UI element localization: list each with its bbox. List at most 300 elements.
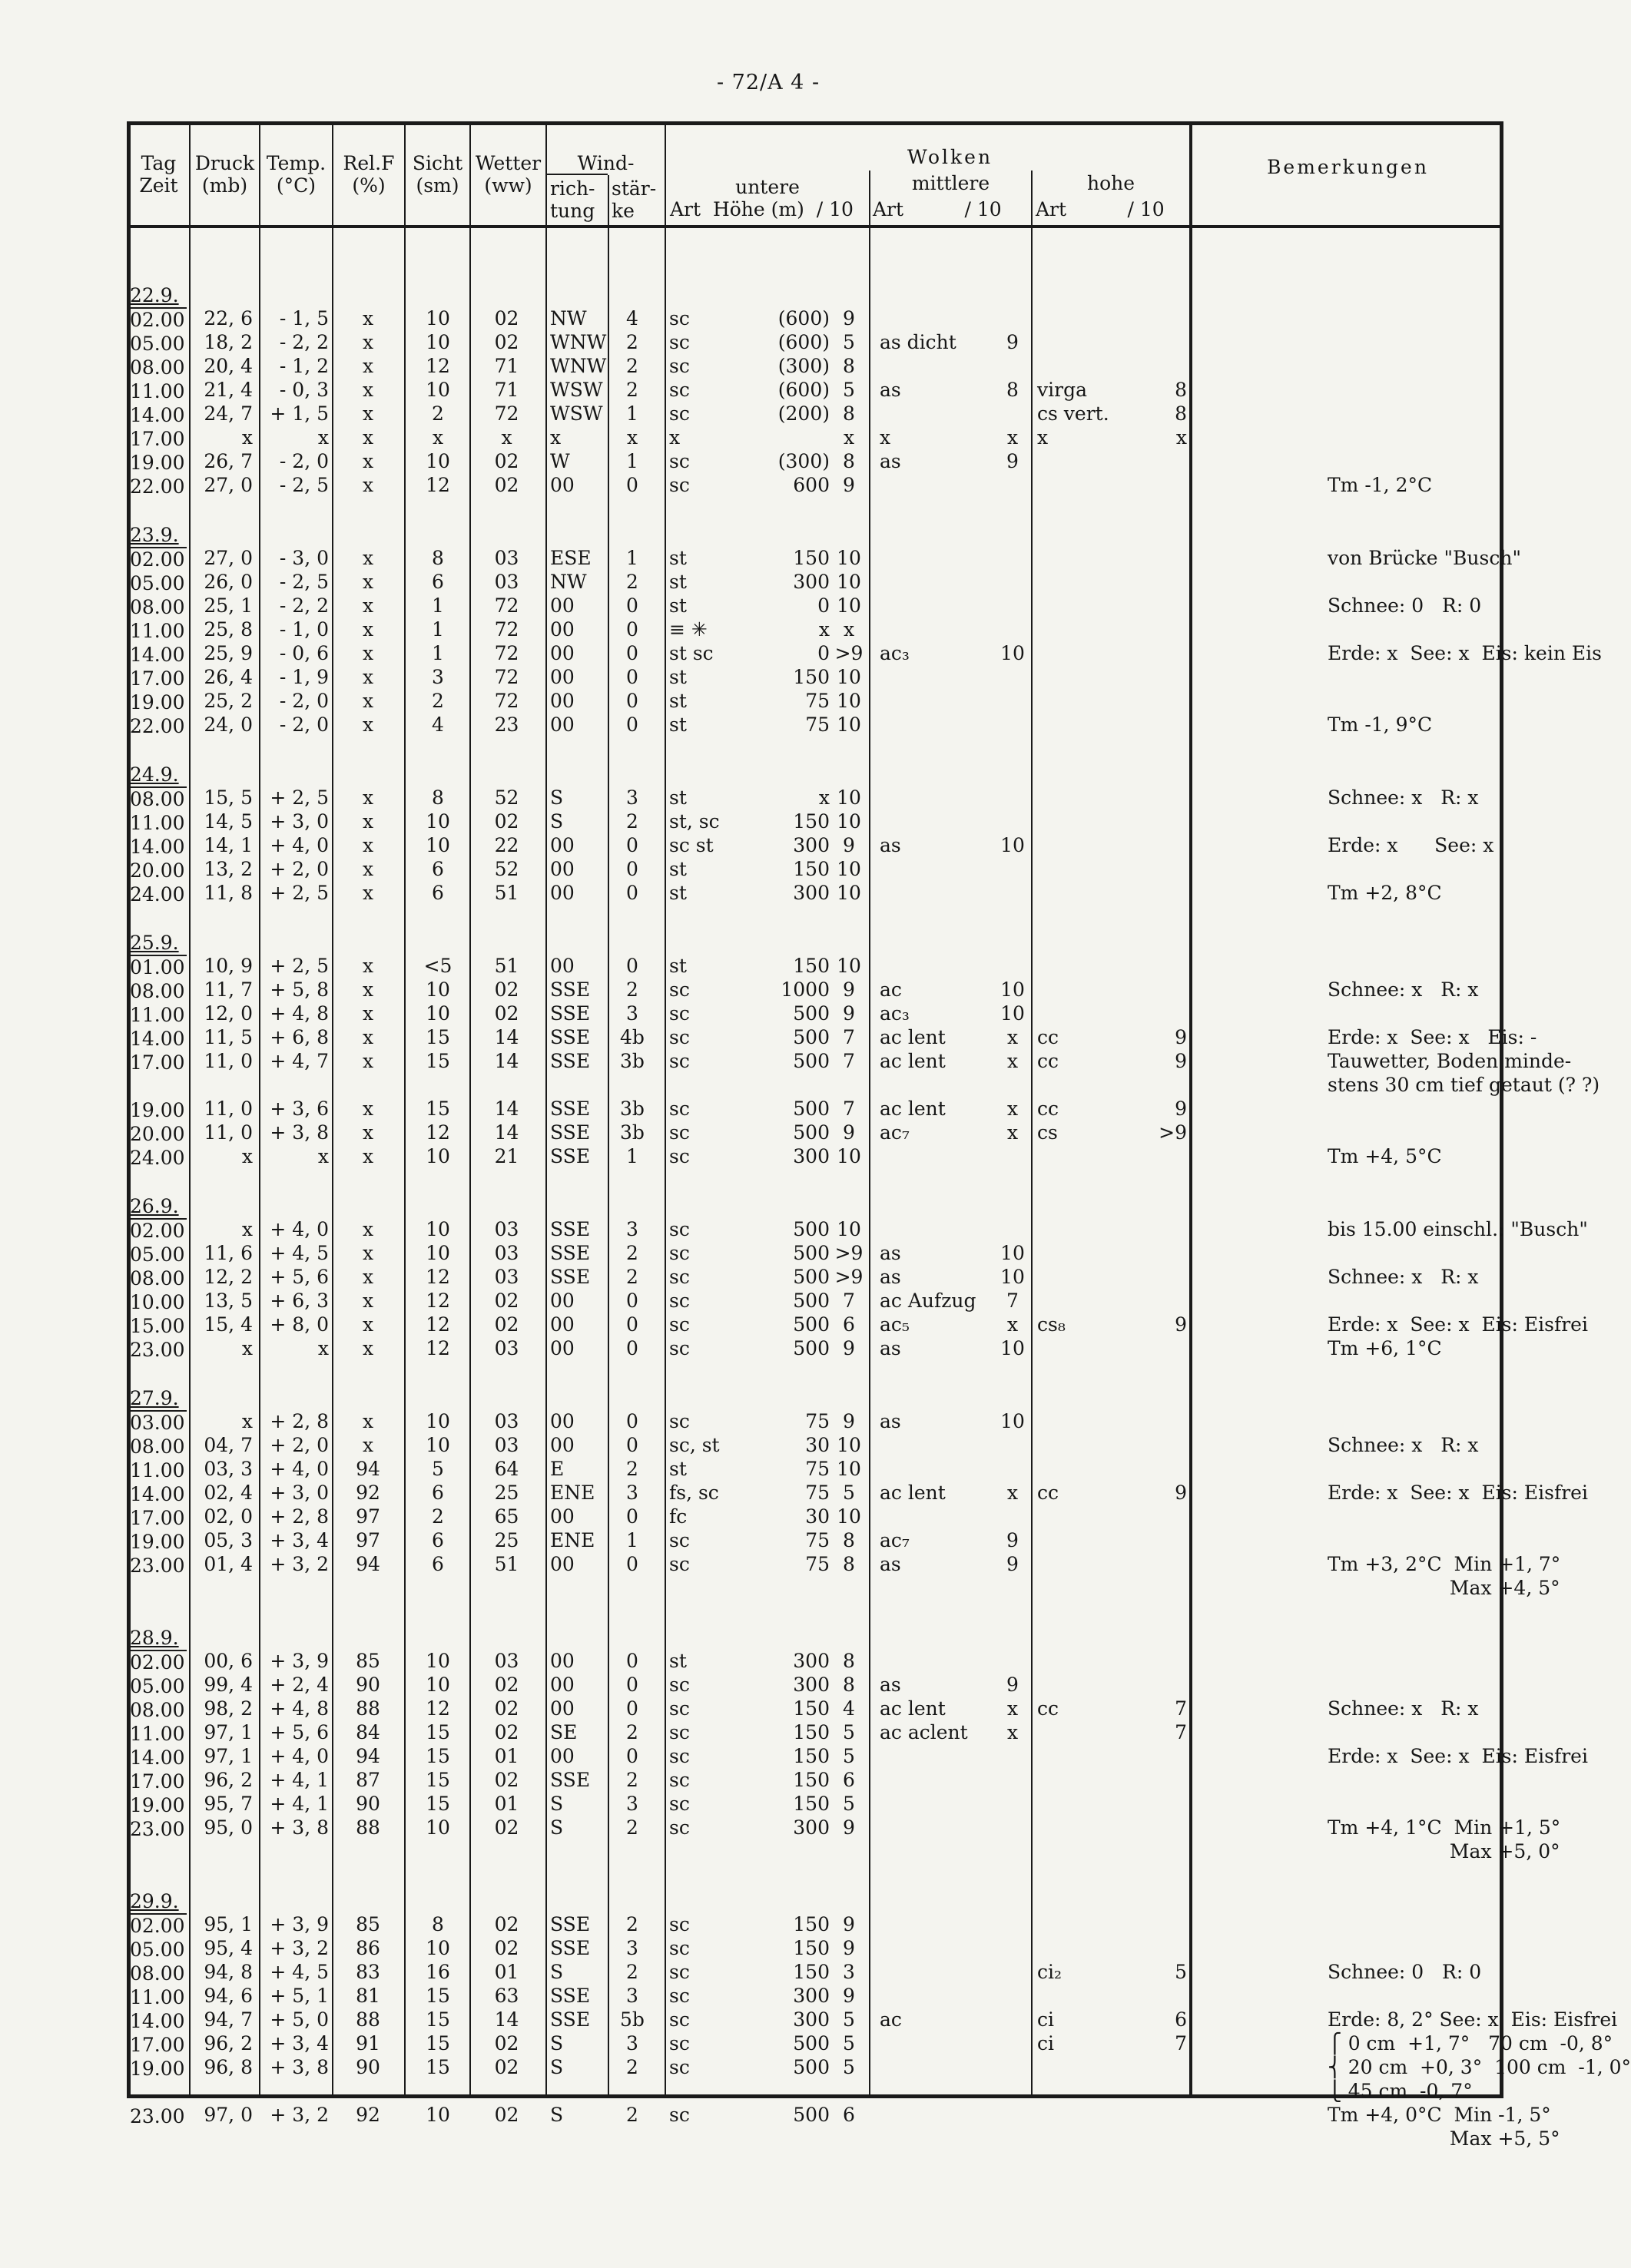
table-row [127, 425, 1503, 449]
cell-wetter: 25 [494, 1529, 519, 1551]
table-row [127, 688, 1503, 712]
cell-druck: 18, 2 [204, 331, 253, 353]
table-row [127, 1288, 1503, 1312]
cell-temp: + 5, 6 [270, 1721, 329, 1743]
cell-sicht: 8 [432, 786, 444, 809]
table-row [127, 1672, 1503, 1696]
cell-wetter: 14 [494, 1026, 519, 1048]
cell-relf: x [362, 355, 374, 377]
cell-untere-art: sc [669, 2056, 690, 2078]
table-row [127, 2102, 1551, 2127]
cell-druck: 15, 4 [204, 1313, 253, 1336]
cell-druck: 05, 3 [204, 1529, 253, 1551]
cell-untere-hoehe: 150 [793, 1937, 830, 1959]
table-row [127, 377, 1503, 401]
cell-temp: + 8, 0 [270, 1313, 329, 1336]
day-spacer [127, 1862, 1503, 1884]
cell-wetter: 03 [494, 1242, 519, 1264]
cell-untere-art: sc [669, 1290, 690, 1312]
cell-wind-staerke: 2 [626, 1769, 638, 1791]
cell-druck: 20, 4 [204, 355, 253, 377]
cell-wind-richtung: 00 [550, 955, 575, 977]
day-date: 24.9. [130, 763, 179, 786]
cell-mittlere-art: as [880, 1337, 901, 1359]
cell-sicht: 15 [426, 1098, 450, 1120]
cell-druck: 02, 4 [204, 1482, 253, 1504]
cell-mittlere-art: ac lent [880, 1482, 946, 1504]
header-relf: Rel.F (%) [343, 152, 395, 197]
table-row [127, 1839, 1560, 1862]
cell-untere-zehntel: 10 [837, 955, 861, 977]
header-wolken: Wolken [907, 146, 993, 168]
cell-druck: 27, 0 [204, 474, 253, 496]
table-body [127, 278, 1631, 2150]
cell-wind-richtung: 00 [550, 1313, 575, 1336]
cell-untere-hoehe: 150 [793, 1721, 830, 1743]
cell-wetter: 02 [494, 1313, 519, 1336]
cell-wind-staerke: 0 [626, 1505, 638, 1528]
cell-relf: x [362, 307, 374, 329]
cell-mittlere-art: ac₅ [880, 1313, 910, 1336]
cell-zeit: 08.00 [130, 1435, 185, 1458]
cell-untere-zehntel: 10 [837, 1458, 861, 1480]
cell-untere-hoehe: 500 [793, 1290, 830, 1312]
cell-untere-zehntel: 10 [837, 1434, 861, 1456]
cell-wind-staerke: 0 [626, 955, 638, 977]
cell-wetter: 14 [494, 1098, 519, 1120]
cell-wind-staerke: 4b [620, 1026, 645, 1048]
cell-relf: x [362, 331, 374, 353]
cell-wind-staerke: 1 [626, 1529, 638, 1551]
cell-hohe-zehntel: 9 [1175, 1026, 1187, 1048]
cell-untere-zehntel: 10 [837, 547, 861, 569]
cell-hohe-zehntel: 6 [1175, 2008, 1187, 2031]
cell-druck: 21, 4 [204, 379, 253, 401]
cell-bemerkungen: Tm -1, 9°C [1328, 714, 1433, 736]
cell-bemerkungen: bis 15.00 einschl.: "Busch" [1328, 1218, 1588, 1240]
header-untere-sub: Art Höhe (m) / 10 [670, 198, 854, 220]
header-wind-richtung: rich- tung [550, 177, 595, 222]
cell-relf: 92 [356, 1482, 380, 1504]
cell-wind-staerke: 3 [626, 1793, 638, 1815]
cell-temp: + 4, 5 [270, 1961, 329, 1983]
cell-druck: 94, 8 [204, 1961, 253, 1983]
cell-druck: 03, 3 [204, 1458, 253, 1480]
day-spacer [127, 496, 1503, 518]
cell-temp: - 2, 0 [279, 450, 329, 472]
cell-wind-richtung: WSW [550, 402, 603, 425]
cell-druck: x [241, 1145, 253, 1167]
cell-wind-staerke: 2 [626, 2056, 638, 2078]
cell-relf: x [362, 1026, 374, 1048]
cell-temp: + 3, 0 [270, 1482, 329, 1504]
cell-wind-staerke: 0 [626, 882, 638, 904]
cell-temp: + 2, 5 [270, 955, 329, 977]
cell-untere-hoehe: 500 [793, 1098, 830, 1120]
cell-wetter: 02 [494, 307, 519, 329]
cell-untere-hoehe: 150 [793, 1769, 830, 1791]
cell-mittlere-zehntel: x [1006, 1121, 1019, 1144]
cell-temp: + 4, 0 [270, 1458, 329, 1480]
cell-wetter: 02 [494, 2056, 519, 2078]
cell-bemerkungen: stens 30 cm tief getaut (? ?) [1328, 1074, 1600, 1096]
cell-zeit: 24.00 [130, 883, 185, 906]
cell-sicht: 10 [426, 1218, 450, 1240]
cell-druck: 11, 7 [204, 978, 253, 1001]
cell-wetter: 52 [494, 858, 519, 880]
cell-relf: x [362, 571, 374, 593]
cell-untere-art: sc [669, 1313, 690, 1336]
table-row [127, 1767, 1503, 1791]
cell-sicht: 10 [426, 810, 450, 833]
cell-untere-zehntel: 8 [843, 402, 855, 425]
cell-zeit: 19.00 [130, 691, 185, 714]
cell-untere-art: sc [669, 1529, 690, 1551]
cell-temp: - 1, 5 [279, 307, 329, 329]
cell-wind-richtung: 00 [550, 1745, 575, 1767]
cell-relf: 81 [356, 1985, 380, 2007]
cell-wind-staerke: 2 [626, 1721, 638, 1743]
cell-relf: 88 [356, 1697, 380, 1720]
cell-mittlere-zehntel: x [1006, 1026, 1019, 1048]
cell-mittlere-art: ac aclent [880, 1721, 968, 1743]
cell-relf: 91 [356, 2032, 380, 2054]
cell-druck: 01, 4 [204, 1553, 253, 1575]
cell-untere-hoehe: (600) [777, 331, 830, 353]
cell-bemerkungen: Erde: x See: x [1328, 834, 1494, 856]
table-row [127, 449, 1503, 472]
cell-wind-staerke: 3b [620, 1098, 645, 1120]
cell-untere-hoehe: 1000 [781, 978, 830, 1001]
cell-zeit: 08.00 [130, 788, 185, 810]
cell-temp: - 2, 5 [279, 474, 329, 496]
cell-untere-art: st [669, 571, 687, 593]
table-row [127, 353, 1503, 377]
cell-relf: x [362, 1266, 374, 1288]
cell-zeit: 11.00 [130, 1459, 185, 1482]
cell-wetter: 25 [494, 1482, 519, 1504]
cell-druck: 26, 4 [204, 666, 253, 688]
cell-zeit: 19.00 [130, 1794, 185, 1816]
table-row [127, 1648, 1503, 1672]
cell-hohe-zehntel: x [1175, 426, 1187, 449]
cell-wetter: 03 [494, 1650, 519, 1672]
cell-mittlere-zehntel: 9 [1006, 450, 1019, 472]
cell-untere-hoehe: 150 [793, 858, 830, 880]
cell-sicht: 8 [432, 1913, 444, 1935]
cell-untere-zehntel: x [843, 618, 855, 641]
day-spacer [127, 1599, 1503, 1621]
cell-relf: x [362, 642, 374, 664]
cell-untere-zehntel: 5 [843, 1745, 855, 1767]
cell-wetter: 02 [494, 978, 519, 1001]
header-hohe: hohe [1086, 172, 1135, 194]
cell-wind-richtung: SE [550, 1721, 578, 1743]
cell-zeit: 08.00 [130, 596, 185, 618]
cell-druck: 11, 0 [204, 1121, 253, 1144]
cell-temp: + 4, 7 [270, 1050, 329, 1072]
cell-wind-staerke: 2 [626, 571, 638, 593]
cell-druck: 95, 7 [204, 1793, 253, 1815]
cell-untere-art: st, sc [669, 810, 720, 833]
cell-bemerkungen: Erde: x See: x Eis: kein Eis [1328, 642, 1602, 664]
cell-relf: x [362, 955, 374, 977]
cell-druck: 95, 0 [204, 1816, 253, 1839]
cell-relf: x [362, 834, 374, 856]
cell-temp: - 0, 3 [279, 379, 329, 401]
cell-sicht: 10 [426, 1145, 450, 1167]
table-row [127, 1791, 1503, 1815]
cell-relf: 90 [356, 1793, 380, 1815]
cell-temp: + 2, 5 [270, 786, 329, 809]
cell-sicht: 12 [426, 1266, 450, 1288]
cell-relf: x [362, 1098, 374, 1120]
cell-temp: - 1, 9 [279, 666, 329, 688]
header-temp: Temp. (°C) [266, 152, 327, 197]
cell-wind-staerke: 0 [626, 1410, 638, 1432]
cell-sicht: 15 [426, 1769, 450, 1791]
cell-zeit: 11.00 [130, 812, 185, 834]
cell-sicht: 10 [426, 978, 450, 1001]
cell-wind-richtung: 00 [550, 642, 575, 664]
cell-untere-hoehe: 75 [805, 1458, 830, 1480]
cell-mittlere-zehntel: 10 [1000, 642, 1025, 664]
cell-untere-zehntel: 8 [843, 1674, 855, 1696]
cell-hohe-art: cc [1037, 1026, 1059, 1048]
cell-mittlere-zehntel: 9 [1006, 1674, 1019, 1696]
cell-zeit: 14.00 [130, 644, 185, 666]
cell-untere-zehntel: 8 [843, 1529, 855, 1551]
cell-druck: 97, 1 [204, 1721, 253, 1743]
cell-zeit: 11.00 [130, 620, 185, 642]
cell-bemerkungen: Schnee: 0 R: 0 [1328, 1961, 1482, 1983]
cell-hohe-zehntel: 9 [1175, 1482, 1187, 1504]
day-date: 23.9. [130, 524, 179, 546]
cell-relf: 86 [356, 1937, 380, 1959]
cell-mittlere-art: as [880, 1553, 901, 1575]
cell-mittlere-art: ac [880, 978, 902, 1001]
cell-untere-zehntel: 5 [843, 2008, 855, 2031]
cell-wind-staerke: 2 [626, 1242, 638, 1264]
cell-zeit: 23.00 [130, 1339, 185, 1361]
cell-wind-staerke: 0 [626, 858, 638, 880]
cell-zeit: 17.00 [130, 667, 185, 690]
cell-wind-richtung: SSE [550, 1266, 591, 1288]
cell-relf: x [362, 450, 374, 472]
table-row [127, 472, 1503, 496]
cell-temp: + 2, 4 [270, 1674, 329, 1696]
table-row [127, 1959, 1503, 1983]
cell-hohe-zehntel: 9 [1175, 1050, 1187, 1072]
cell-untere-art: sc [669, 1937, 690, 1959]
cell-untere-zehntel: >9 [834, 642, 864, 664]
cell-untere-zehntel: 10 [837, 571, 861, 593]
cell-sicht: <5 [423, 955, 453, 977]
cell-wind-richtung: S [550, 1961, 564, 1983]
cell-untere-hoehe: 600 [793, 474, 830, 496]
cell-druck: 97, 0 [204, 2104, 253, 2126]
table-row [127, 641, 1602, 666]
table-row [127, 569, 1503, 593]
cell-temp: - 3, 0 [279, 547, 329, 569]
table-row [127, 1912, 1503, 1935]
cell-druck: 11, 0 [204, 1098, 253, 1120]
cell-relf: x [362, 1121, 374, 1144]
day-group [127, 1621, 1503, 1648]
table-row [127, 664, 1503, 688]
cell-wind-staerke: 3 [626, 1482, 638, 1504]
cell-hohe-art: cc [1037, 1050, 1059, 1072]
cell-temp: + 4, 0 [270, 834, 329, 856]
cell-untere-hoehe: 300 [793, 1816, 830, 1839]
cell-mittlere-art: ac lent [880, 1697, 946, 1720]
cell-zeit: 01.00 [130, 956, 185, 978]
cell-untere-zehntel: 6 [843, 2104, 855, 2126]
cell-untere-hoehe: 150 [793, 547, 830, 569]
cell-sicht: 3 [432, 666, 444, 688]
cell-wetter: 01 [494, 1745, 519, 1767]
cell-untere-hoehe: 500 [793, 1026, 830, 1048]
cell-druck: 10, 9 [204, 955, 253, 977]
cell-untere-hoehe: 500 [793, 1218, 830, 1240]
cell-wind-staerke: 1 [626, 547, 638, 569]
cell-wetter: 23 [494, 714, 519, 736]
cell-wetter: 72 [494, 690, 519, 712]
cell-temp: + 5, 0 [270, 2008, 329, 2031]
header-mittlere: mittlere [911, 172, 990, 194]
cell-wind-staerke: 2 [626, 355, 638, 377]
header-druck: Druck (mb) [194, 152, 255, 197]
cell-hohe-art: cs₈ [1037, 1313, 1066, 1336]
cell-sicht: 10 [426, 379, 450, 401]
cell-wetter: 03 [494, 1434, 519, 1456]
cell-wetter: 01 [494, 1961, 519, 1983]
cell-relf: 83 [356, 1961, 380, 1983]
cell-wind-richtung: SSE [550, 2008, 591, 2031]
table-row [127, 785, 1503, 809]
cell-wetter: 14 [494, 1050, 519, 1072]
cell-sicht: 15 [426, 1745, 450, 1767]
cell-wind-richtung: 00 [550, 618, 575, 641]
cell-temp: - 2, 5 [279, 571, 329, 593]
cell-untere-art: sc [669, 1050, 690, 1072]
cell-zeit: 14.00 [130, 404, 185, 426]
cell-wetter: 02 [494, 2104, 519, 2126]
cell-untere-hoehe: 75 [805, 1410, 830, 1432]
cell-sicht: 8 [432, 547, 444, 569]
cell-untere-art: st [669, 690, 687, 712]
cell-untere-zehntel: x [843, 426, 855, 449]
cell-druck: 14, 5 [204, 810, 253, 833]
cell-untere-zehntel: 9 [843, 1985, 855, 2007]
cell-hohe-zehntel: 7 [1175, 1697, 1187, 1720]
cell-hohe-art: ci [1037, 2032, 1054, 2054]
cell-relf: x [362, 1337, 374, 1359]
cell-untere-hoehe: 75 [805, 714, 830, 736]
cell-temp: + 3, 8 [270, 2056, 329, 2078]
cell-bemerkungen: Tm +4, 1°C Min +1, 5° [1328, 1816, 1561, 1839]
cell-zeit: 14.00 [130, 1747, 185, 1769]
cell-untere-zehntel: 6 [843, 1313, 855, 1336]
cell-wetter: 71 [494, 355, 519, 377]
table-row [127, 329, 1503, 353]
header-untere: untere [735, 176, 800, 198]
table-row [127, 1456, 1503, 1480]
cell-druck: 25, 1 [204, 594, 253, 617]
cell-untere-hoehe: 300 [793, 1674, 830, 1696]
cell-untere-art: sc [669, 1337, 690, 1359]
cell-wind-richtung: 00 [550, 1434, 575, 1456]
cell-mittlere-art: ac₃ [880, 1002, 910, 1025]
cell-druck: x [241, 1410, 253, 1432]
cell-wetter: 02 [494, 1721, 519, 1743]
cell-hohe-zehntel: 9 [1175, 1313, 1187, 1336]
cell-untere-zehntel: 9 [843, 307, 855, 329]
cell-untere-art: sc [669, 1145, 690, 1167]
table-row [127, 1240, 1503, 1264]
cell-druck: 13, 2 [204, 858, 253, 880]
cell-temp: + 2, 0 [270, 858, 329, 880]
cell-wind-richtung: 00 [550, 1505, 575, 1528]
cell-druck: 96, 8 [204, 2056, 253, 2078]
cell-bemerkungen: Schnee: x R: x [1328, 1434, 1479, 1456]
cell-temp: - 0, 6 [279, 642, 329, 664]
cell-wind-richtung: 00 [550, 714, 575, 736]
cell-sicht: 10 [426, 1674, 450, 1696]
cell-druck: 14, 1 [204, 834, 253, 856]
cell-untere-art: fc [669, 1505, 688, 1528]
cell-mittlere-zehntel: 7 [1006, 1290, 1019, 1312]
cell-zeit: 10.00 [130, 1291, 185, 1313]
cell-druck: 26, 0 [204, 571, 253, 593]
cell-mittlere-zehntel: 10 [1000, 978, 1025, 1001]
cell-wetter: 02 [494, 1937, 519, 1959]
table-row [127, 1144, 1503, 1167]
table-row [127, 1480, 1588, 1505]
cell-sicht: 2 [432, 402, 444, 425]
day-date: 27.9. [130, 1387, 179, 1409]
cell-mittlere-art: as [880, 1266, 901, 1288]
table-row [127, 1264, 1503, 1288]
cell-sicht: 2 [432, 690, 444, 712]
day-spacer [127, 1167, 1503, 1189]
table-row [127, 401, 1503, 425]
cell-wind-richtung: SSE [550, 1002, 591, 1025]
cell-sicht: 15 [426, 1793, 450, 1815]
cell-relf: x [362, 882, 374, 904]
cell-wind-staerke: 2 [626, 978, 638, 1001]
cell-wind-staerke: 3 [626, 1937, 638, 1959]
cell-temp: + 3, 4 [270, 2032, 329, 2054]
day-group [127, 1381, 1503, 1409]
cell-wind-staerke: 3 [626, 2032, 638, 2054]
cell-wind-richtung: S [550, 1816, 564, 1839]
cell-relf: x [362, 1242, 374, 1264]
cell-untere-zehntel: >9 [834, 1266, 864, 1288]
day-date: 22.9. [130, 284, 179, 306]
cell-untere-art: st [669, 786, 687, 809]
cell-bemerkungen: Tauwetter, Boden minde- [1328, 1050, 1572, 1072]
cell-wind-staerke: 0 [626, 1434, 638, 1456]
cell-untere-zehntel: 5 [843, 1793, 855, 1815]
cell-mittlere-art: ac₇ [880, 1121, 910, 1144]
day-spacer [127, 1359, 1503, 1381]
cell-zeit: 17.00 [130, 1051, 185, 1074]
cell-untere-hoehe: 500 [793, 1266, 830, 1288]
cell-wind-staerke: 2 [626, 331, 638, 353]
cell-sicht: 10 [426, 1937, 450, 1959]
cell-wind-richtung: NW [550, 307, 587, 329]
